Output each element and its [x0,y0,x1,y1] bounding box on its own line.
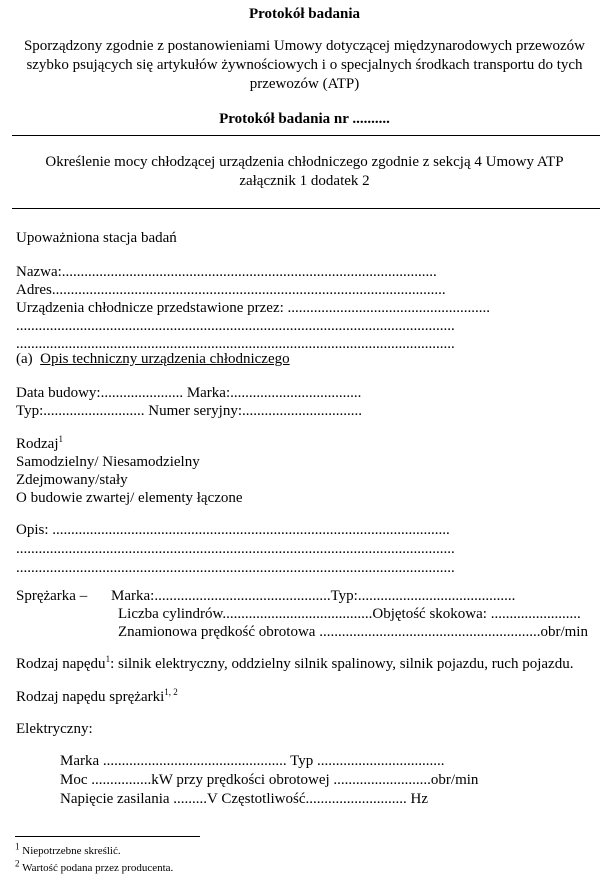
rated-speed-field: Znamionowa prędkość obrotowa ...........................................................obr/min [118,624,588,640]
drive-type-line: Rodzaj napędu$^1$: silnik elektryczny, oddzielny silnik spalinowy, silnik pojazdu, ruch pojazdu. [16,654,574,672]
station-heading: Upoważniona stacja badań [16,230,177,246]
compressor-make-field: Marka:...............................................Typ:.......................................... [111,588,516,604]
dotted-line: ..................................................................................................................... [16,541,455,557]
kind-option: Samodzielny/ Niesamodzielny [16,454,200,470]
voltage-field: Napięcie zasilania .........V Częstotliwość........................... Hz [60,791,428,807]
presented-by-field: Urządzenia chłodnicze przedstawione przez: ...................................................... [16,300,491,316]
description-field: Opis: .......................................................................................................... [16,522,450,538]
protocol-number: Protokół badania nr .......... [219,111,390,127]
station-name-field: Nazwa:.................................................................................................... [16,264,437,280]
electric-make-field: Marka ................................................. Typ .................................. [60,753,445,769]
compressor-drive-label: Rodzaj napędu sprężarki$^{1, 2}$ [16,687,178,705]
divider-top [12,135,600,136]
dotted-line: ..................................................................................................................... [16,560,455,576]
electric-power-field: Moc ................kW przy prędkości obrotowej ..........................obr/min [60,772,479,788]
footnote-1: $^1$ Niepotrzebne skreślić. [15,841,121,857]
section-a-title: Opis techniczny urządzenia chłodniczego [40,351,290,367]
footnote-2: $^2$ Wartość podana przez producenta. [15,858,174,874]
divider-bottom [12,208,600,209]
kind-label: Rodzaj$^1$ [16,434,63,452]
compressor-label: Sprężarka – [16,588,88,604]
station-address-field: Adres......................................................................................................... [16,282,446,298]
subject-line-1: Określenie mocy chłodzącej urządzenia chłodniczego zgodnie z sekcją 4 Umowy ATP [45,154,564,170]
section-a-heading [16,350,290,368]
subject-line-2: załącznik 1 dodatek 2 [239,173,370,189]
section-a-prefix: (a) [16,351,33,367]
kind-option: O budowie zwartej/ elementy łączone [16,490,243,506]
dotted-line: ..................................................................................................................... [16,336,455,352]
build-date-field: Data budowy:...................... Marka:................................... [16,385,362,401]
page-title: Protokół badania [249,6,360,22]
intro-line-2: szybko psujących się artykułów żywnościowych i o specjalnych środkach transportu do tych [26,57,583,73]
intro-line-1: Sporządzony zgodnie z postanowieniami Umowy dotyczącej międzynarodowych przewozów [23,38,586,54]
cylinders-field: Liczba cylindrów........................................Objętość skokowa: ........................ [118,606,581,622]
footnote-divider [15,836,200,837]
electric-label: Elektryczny: [16,721,93,737]
dotted-line: ..................................................................................................................... [16,318,455,334]
intro-line-3: przewozów (ATP) [249,76,360,92]
kind-option: Zdejmowany/stały [16,472,128,488]
type-field: Typ:........................... Numer seryjny:................................ [16,403,363,419]
